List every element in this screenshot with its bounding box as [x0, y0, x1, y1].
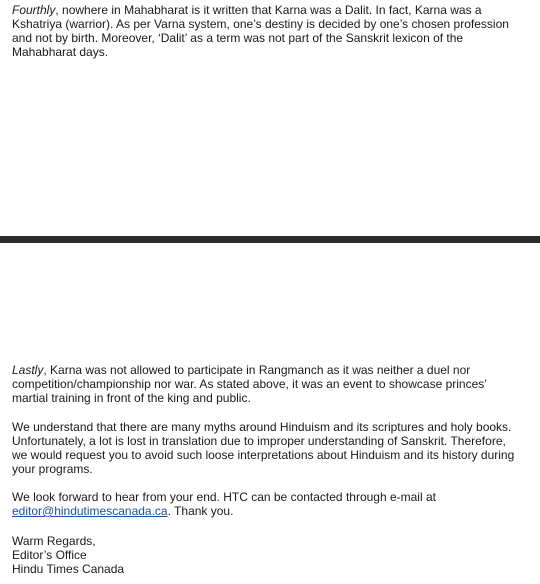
email-link[interactable]: editor@hindutimescanada.ca: [12, 504, 168, 518]
paragraph-lastly-line-1: [12, 363, 528, 377]
page-divider: [0, 236, 540, 243]
lead-word-lastly: Lastly: [12, 363, 44, 377]
lead-word-fourthly: Fourthly: [12, 3, 56, 17]
text-span: , nowhere in Mahabharat is it written that Karna was a Dalit. In fact, Karna was a: [55, 3, 482, 17]
paragraph-lastly-line-3: martial training in front of the king and public.: [12, 391, 251, 405]
paragraph-contact-line-1: We look forward to hear from your end. HTC can be contacted through e-mail at: [12, 490, 436, 504]
paragraph-understand-line-4: your programs.: [12, 462, 93, 476]
paragraph-contact: [12, 490, 528, 518]
paragraph-fourthly-line-2: Kshatriya (warrior). As per Varna system, one’s destiny is decided by one’s chosen profession: [12, 17, 509, 31]
paragraph-contact-line-2: [12, 504, 528, 518]
paragraph-lastly: [12, 363, 528, 405]
signature-closing: Warm Regards,: [12, 534, 96, 548]
text-span: . Thank you.: [167, 504, 234, 518]
paragraph-fourthly: [12, 3, 528, 59]
signature-block: [12, 534, 528, 576]
paragraph-fourthly-line-4: Mahabharat days.: [12, 45, 109, 59]
paragraph-understand: [12, 420, 528, 476]
paragraph-fourthly-line-3: and not by birth. Moreover, ‘Dalit’ as a term was not part of the Sanskrit lexicon of the: [12, 31, 464, 45]
paragraph-lastly-line-2: competition/championship nor war. As stated above, it was an event to showcase princes’: [12, 377, 487, 391]
paragraph-understand-line-2: Unfortunately, a lot is lost in translation due to improper understanding of Sanskrit. Therefore,: [12, 434, 506, 448]
text-span: , Karna was not allowed to participate in Rangmanch as it was neither a duel nor: [43, 363, 471, 377]
paragraph-understand-line-1: We understand that there are many myths around Hinduism and its scriptures and holy books.: [12, 420, 512, 434]
paragraph-understand-line-3: we would request you to avoid such loose interpretations about Hinduism and its history during: [12, 448, 515, 462]
signature-office: Editor’s Office: [12, 548, 87, 562]
paragraph-fourthly-line-1: [12, 3, 528, 17]
signature-organization: Hindu Times Canada: [12, 562, 125, 576]
